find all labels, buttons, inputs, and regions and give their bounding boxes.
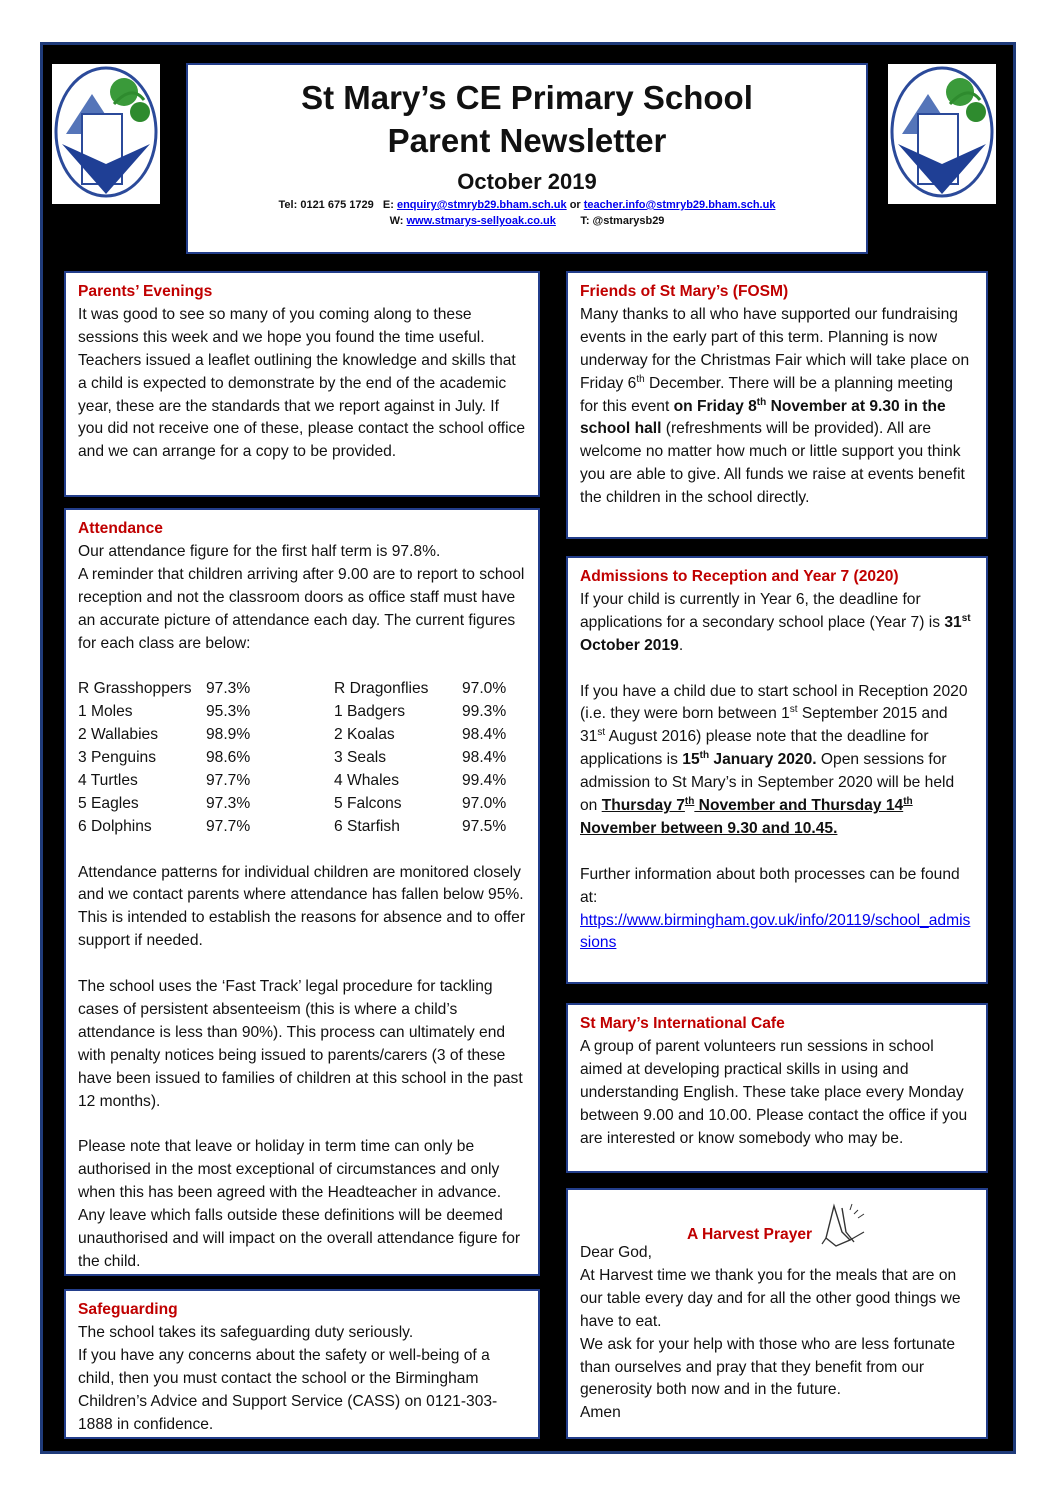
class-name: 1 Moles [78, 703, 133, 721]
class-name: 4 Turtles [78, 771, 138, 789]
parents-evenings-section [64, 271, 540, 497]
class-name: 5 Eagles [78, 794, 139, 812]
section-heading: St Mary’s International Cafe [580, 1015, 785, 1032]
class-name: R Dragonflies [334, 680, 429, 698]
attendance-para-1: Attendance patterns for individual children are monitored closely and we contact parents where attendance has fallen below 95%. This is intended to establish the reasons for absence and to offer support if needed. [78, 863, 526, 950]
section-heading: Friends of St Mary’s (FOSM) [580, 283, 789, 300]
praying-hands-icon [820, 1202, 868, 1248]
class-attendance: 97.0% [462, 680, 507, 698]
table-row [78, 747, 522, 770]
attendance-para-3: Please note that leave or holiday in term time can only be authorised in the most exceptional of circumstances and only when this has been agreed with the Headteacher in advance. Any leave which falls outside these definitions will be deemed unauthorised and will impact on the overall attendance figure for the child. [78, 1138, 521, 1270]
class-attendance: 99.3% [462, 703, 507, 721]
class-attendance: 99.4% [462, 771, 507, 789]
table-row [78, 701, 522, 724]
class-attendance: 95.3% [206, 703, 251, 721]
attendance-section [64, 508, 540, 1276]
safeguarding-body: If you have any concerns about the safety or well-being of a child, then you must contact the school or the Birmingham Children’s Advice and Support Service (CASS) on 0121-303-1888 in confidence. [78, 1346, 498, 1433]
class-attendance: 97.5% [462, 817, 507, 835]
school-logo-left [52, 64, 160, 204]
newsletter-date: October 2019 [457, 169, 597, 194]
admissions-para-3: Further information about both processes can be found at: [580, 865, 960, 906]
section-heading: Admissions to Reception and Year 7 (2020) [580, 568, 899, 585]
class-attendance: 97.7% [206, 771, 251, 789]
or-text: or [569, 199, 581, 211]
class-name: 5 Falcons [334, 794, 402, 812]
class-attendance: 97.7% [206, 817, 251, 835]
class-name: 2 Koalas [334, 726, 395, 744]
prayer-line-2: At Harvest time we thank you for the meals that are on our table every day and for all the other good things we have to eat. [580, 1266, 961, 1330]
class-attendance: 98.4% [462, 726, 507, 744]
class-attendance: 98.6% [206, 749, 251, 767]
admissions-link[interactable]: https://www.birmingham.gov.uk/info/20119/school_admissions [580, 911, 971, 952]
school-logo-icon [52, 64, 160, 204]
class-name: 1 Badgers [334, 703, 406, 721]
email-link-enquiry[interactable]: enquiry@stmryb29.bham.sch.uk [396, 199, 567, 211]
newsletter-title: Parent Newsletter [387, 122, 667, 159]
class-attendance: 98.4% [462, 749, 507, 767]
safeguarding-section [64, 1289, 540, 1439]
newsletter-header [186, 63, 868, 254]
attendance-reminder: A reminder that children arriving after 9.00 are to report to school reception and not the classroom doors as office staff must have an accurate picture of attendance each day. The current figures for each class are below: [78, 565, 525, 652]
class-attendance: 97.3% [206, 680, 251, 698]
prayer-line-1: Dear God, [580, 1244, 652, 1261]
school-logo-right [888, 64, 996, 204]
website-link[interactable]: www.stmarys-sellyoak.co.uk [406, 215, 556, 227]
class-attendance: 97.0% [462, 794, 507, 812]
web-label: W: [389, 215, 404, 227]
class-name: 6 Dolphins [78, 817, 152, 835]
table-row [78, 678, 522, 701]
cafe-body: A group of parent volunteers run sessions in school aimed at developing practical skills in using and understanding English. These take place every Monday between 9.00 and 10.00. Please contact the office if you are interested or know somebody who may be. [580, 1037, 968, 1147]
table-row [78, 793, 522, 816]
cafe-section [566, 1003, 988, 1173]
class-name: 3 Penguins [78, 749, 157, 767]
section-heading: Attendance [78, 520, 163, 537]
section-heading: Parents’ Evenings [78, 283, 213, 300]
prayer-line-3: We ask for your help with those who are less fortunate than ourselves and pray that they benefit from our generosity both now and in the future. [580, 1335, 956, 1399]
email-link-teacher[interactable]: teacher.info@stmryb29.bham.sch.uk [583, 199, 776, 211]
class-attendance-table [78, 678, 522, 838]
prayer-section [566, 1188, 988, 1439]
fosm-section [566, 271, 988, 539]
class-name: 3 Seals [334, 749, 387, 767]
class-attendance: 98.9% [206, 726, 251, 744]
class-attendance: 97.3% [206, 794, 251, 812]
table-row [78, 724, 522, 747]
admissions-para-2: If you have a child due to start school in Reception 2020 (i.e. they were born between 1st September 2015 and 31st August 2016) please note that the deadline for applications is 15th January 2020. Open sessions for admission to St Mary’s in September 2020 will be held on Thursday 7th November and Thursday 14th November between 9.30 and 10.45. [580, 682, 968, 837]
table-row [78, 770, 522, 793]
fosm-body: Many thanks to all who have supported our fundraising events in the early part of this term. Planning is now underway for the Christmas Fair which will take place on Friday 6th December. There will be a planning meeting for this event on Friday 8th November at 9.30 in the school hall (refreshments will be provided). All are welcome no matter how much or little support you think you are able to give. All funds we raise at events benefit the children in the school directly. [580, 305, 970, 507]
admissions-para-1: If your child is currently in Year 6, the deadline for applications for a secondary school place (Year 7) is 31st October 2019. [580, 590, 971, 654]
admissions-section [566, 556, 988, 984]
table-row [78, 816, 522, 839]
section-body: It was good to see so many of you coming along to these sessions this week and we hope you found the time useful. Teachers issued a leaflet outlining the knowledge and skills that a child is expected to demonstrate by the end of the academic year, these are the standards that we report against in July. If you did not receive one of these, please contact the school office and we can arrange for a copy to be provided. [78, 305, 526, 461]
school-name: St Mary’s CE Primary School [301, 79, 753, 116]
twitter-handle: T: @stmarysb29 [580, 215, 665, 227]
section-heading: A Harvest Prayer [687, 1226, 813, 1243]
class-name: 2 Wallabies [78, 726, 159, 744]
class-name: 4 Whales [334, 771, 400, 789]
telephone: Tel: 0121 675 1729 [278, 199, 374, 211]
class-name: 6 Starfish [334, 817, 400, 835]
class-name: R Grasshoppers [78, 680, 192, 698]
contact-line-2 [188, 213, 866, 229]
section-heading: Safeguarding [78, 1301, 178, 1318]
prayer-line-4: Amen [580, 1404, 621, 1422]
school-logo-icon [888, 64, 996, 204]
email-label: E: [382, 199, 394, 211]
safeguarding-line-1: The school takes its safeguarding duty seriously. [78, 1323, 414, 1341]
contact-line-1 [188, 197, 866, 213]
prayer-heading-row [580, 1198, 974, 1242]
attendance-figure: Our attendance figure for the first half term is 97.8%. [78, 542, 441, 560]
attendance-para-2: The school uses the ‘Fast Track’ legal procedure for tackling cases of persistent absenteeism (this is where a child’s attendance is less than 90%). This process can ultimately end with penalty notices being issued to parents/carers (3 of these have been issued to families of children at this school in the past 12 months). [78, 978, 523, 1110]
